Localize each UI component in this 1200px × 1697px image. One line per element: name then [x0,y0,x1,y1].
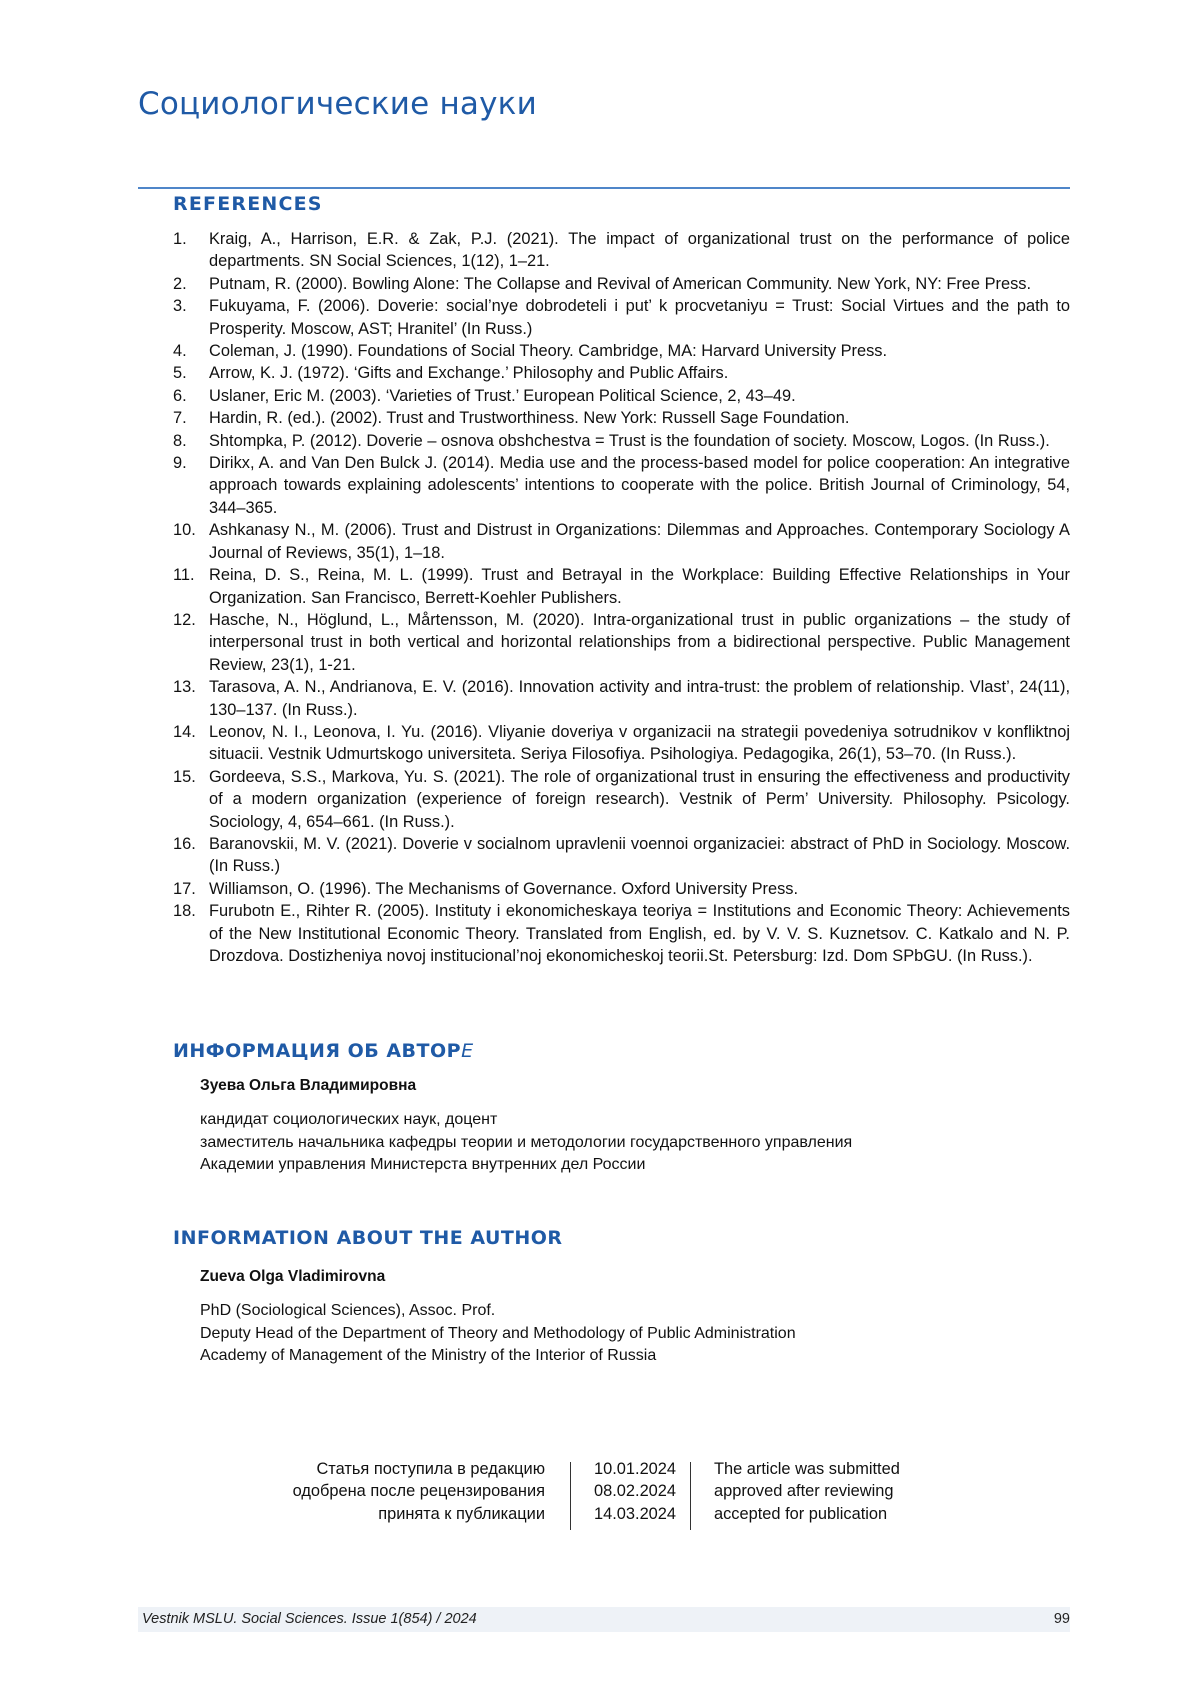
author-info-heading-ru-tail: Е [461,1040,474,1062]
reference-text: Arrow, K. J. (1972). ‘Gifts and Exchange.’ Philosophy and Public Affairs. [209,362,1070,384]
date-label-en: The article was submitted [714,1458,900,1480]
reference-text: Leonov, N. I., Leonova, I. Yu. (2016). Vliyanie doveriya v organizacii na strategii povedeniya sotrudnikov v konfliktnoj situacii. Vestnik Udmurtskogo universiteta. Seriya Filosofiya. Psihologiya. Pedagogika, 26(1), 53–70. (In Russ.). [209,721,1070,766]
author-info-heading-en: INFORMATION ABOUT THE AUTHOR [173,1227,563,1249]
reference-number: 5. [173,362,209,384]
reference-item [173,407,1070,429]
author-degree-en: PhD (Sociological Sciences), Assoc. Prof. [200,1300,1070,1322]
reference-number: 18. [173,900,209,967]
reference-number: 10. [173,519,209,564]
author-name-ru: Зуева Ольга Владимировна [200,1075,1070,1097]
reference-item [173,385,1070,407]
reference-text: Hardin, R. (ed.). (2002). Trust and Trustworthiness. New York: Russell Sage Foundation. [209,407,1070,429]
reference-number: 16. [173,833,209,878]
date-label-ru: одобрена после рецензирования [293,1480,545,1502]
reference-item [173,833,1070,878]
page-number: 99 [1054,1611,1070,1627]
reference-number: 17. [173,878,209,900]
reference-text: Furubotn E., Rihter R. (2005). Instituty i ekonomicheskaya teoriya = Institutions and Economic Theory: Achievements of the New Institutional Economic Theory. Translated from English, ed. by V. V. S. Kuznetsov. C. Katkalo and N. P. Drozdova. Dostizheniya novoj institucional’noj ekonomicheskoj teorii.St. Petersburg: Izd. Dom SPbGU. (In Russ.). [209,900,1070,967]
reference-text: Tarasova, A. N., Andrianova, E. V. (2016). Innovation activity and intra-trust: the problem of relationship. Vlast’, 24(11), 130–137. (In Russ.). [209,676,1070,721]
reference-text: Kraig, A., Harrison, E.R. & Zak, P.J. (2021). The impact of organizational trust on the performance of police departments. SN Social Sciences, 1(12), 1–21. [209,228,1070,273]
reference-text: Putnam, R. (2000). Bowling Alone: The Collapse and Revival of American Community. New York, NY: Free Press. [209,273,1070,295]
reference-item [173,362,1070,384]
reference-text: Shtompka, P. (2012). Doverie – osnova obshchestva = Trust is the foundation of society. Moscow, Logos. (In Russ.). [209,430,1070,452]
reference-item [173,676,1070,721]
reference-number: 13. [173,676,209,721]
reference-item [173,721,1070,766]
author-position-ru: заместитель начальника кафедры теории и методологии государственного управления [200,1132,1070,1154]
reference-item [173,564,1070,609]
reference-text: Baranovskii, M. V. (2021). Doverie v socialnom upravlenii voennoi organizaciei: abstract of PhD in Sociology. Moscow. (In Russ.) [209,833,1070,878]
reference-number: 1. [173,228,209,273]
reference-text: Coleman, J. (1990). Foundations of Social Theory. Cambridge, MA: Harvard University Press. [209,340,1070,362]
reference-number: 3. [173,295,209,340]
reference-list [173,228,1070,967]
date-label-en: approved after reviewing [714,1480,900,1502]
dates-labels-ru [293,1458,545,1525]
date-label-ru: принята к публикации [293,1503,545,1525]
author-affiliation-en: Academy of Management of the Ministry of the Interior of Russia [200,1345,1070,1367]
reference-number: 4. [173,340,209,362]
references-heading: REFERENCES [173,193,323,215]
dates-values [594,1458,676,1525]
author-affiliation-ru: Академии управления Министерста внутренних дел России [200,1154,1070,1176]
header-rule [138,187,1070,189]
reference-item [173,878,1070,900]
reference-text: Fukuyama, F. (2006). Doverie: social’nye dobrodeteli i put’ k procvetaniyu = Trust: Social Virtues and the path to Prosperity. Moscow, AST; Hranitel’ (In Russ.) [209,295,1070,340]
reference-item [173,295,1070,340]
reference-item [173,766,1070,833]
date-label-ru: Статья поступила в редакцию [293,1458,545,1480]
date-value: 10.01.2024 [594,1458,676,1480]
reference-text: Uslaner, Eric M. (2003). ‘Varieties of Trust.’ European Political Science, 2, 43–49. [209,385,1070,407]
reference-number: 11. [173,564,209,609]
reference-number: 12. [173,609,209,676]
reference-text: Hasche, N., Höglund, L., Mårtensson, M. (2020). Intra-organizational trust in public organizations – the study of interpersonal trust in both vertical and horizontal relationships from a bidirectional perspective. Public Management Review, 23(1), 1-21. [209,609,1070,676]
reference-item [173,900,1070,967]
reference-text: Ashkanasy N., M. (2006). Trust and Distrust in Organizations: Dilemmas and Approaches. Contemporary Sociology A Journal of Reviews, 35(1), 1–18. [209,519,1070,564]
reference-item [173,273,1070,295]
date-label-en: accepted for publication [714,1503,900,1525]
author-info-ru [200,1075,1070,1177]
reference-number: 15. [173,766,209,833]
date-value: 08.02.2024 [594,1480,676,1502]
dates-labels-en [714,1458,900,1525]
reference-item [173,430,1070,452]
reference-number: 2. [173,273,209,295]
reference-text: Williamson, O. (1996). The Mechanisms of Governance. Oxford University Press. [209,878,1070,900]
journal-name: Vestnik MSLU. Social Sciences. Issue 1(854) / 2024 [142,1611,477,1627]
author-position-en: Deputy Head of the Department of Theory and Methodology of Public Administration [200,1323,1070,1345]
reference-item [173,340,1070,362]
reference-item [173,609,1070,676]
reference-item [173,228,1070,273]
reference-text: Gordeeva, S.S., Markova, Yu. S. (2021). The role of organizational trust in ensuring the effectiveness and productivity of a modern organization (experience of foreign research). Vestnik of Perm’ University. Philosophy. Psicology. Sociology, 4, 654–661. (In Russ.). [209,766,1070,833]
reference-item [173,452,1070,519]
reference-text: Reina, D. S., Reina, M. L. (1999). Trust and Betrayal in the Workplace: Building Effective Relationships in Your Organization. San Francisco, Berrett-Koehler Publishers. [209,564,1070,609]
page-footer [138,1607,1070,1632]
reference-number: 9. [173,452,209,519]
reference-number: 6. [173,385,209,407]
author-info-heading-ru [173,1040,474,1062]
dates-divider [570,1462,571,1530]
reference-number: 8. [173,430,209,452]
reference-number: 7. [173,407,209,429]
reference-text: Dirikx, A. and Van Den Bulck J. (2014). Media use and the process-based model for police cooperation: An integrative approach towards explaining adolescents’ intentions to cooperate with the police. British Journal of Criminology, 54, 344–365. [209,452,1070,519]
running-title: Социологические науки [138,86,537,122]
date-value: 14.03.2024 [594,1503,676,1525]
reference-number: 14. [173,721,209,766]
author-name-en: Zueva Olga Vladimirovna [200,1266,1070,1288]
author-degree-ru: кандидат социологических наук, доцент [200,1109,1070,1131]
author-info-heading-ru-main: ИНФОРМАЦИЯ ОБ АВТОР [173,1040,461,1062]
author-info-en [200,1266,1070,1368]
reference-item [173,519,1070,564]
dates-divider [690,1462,691,1530]
